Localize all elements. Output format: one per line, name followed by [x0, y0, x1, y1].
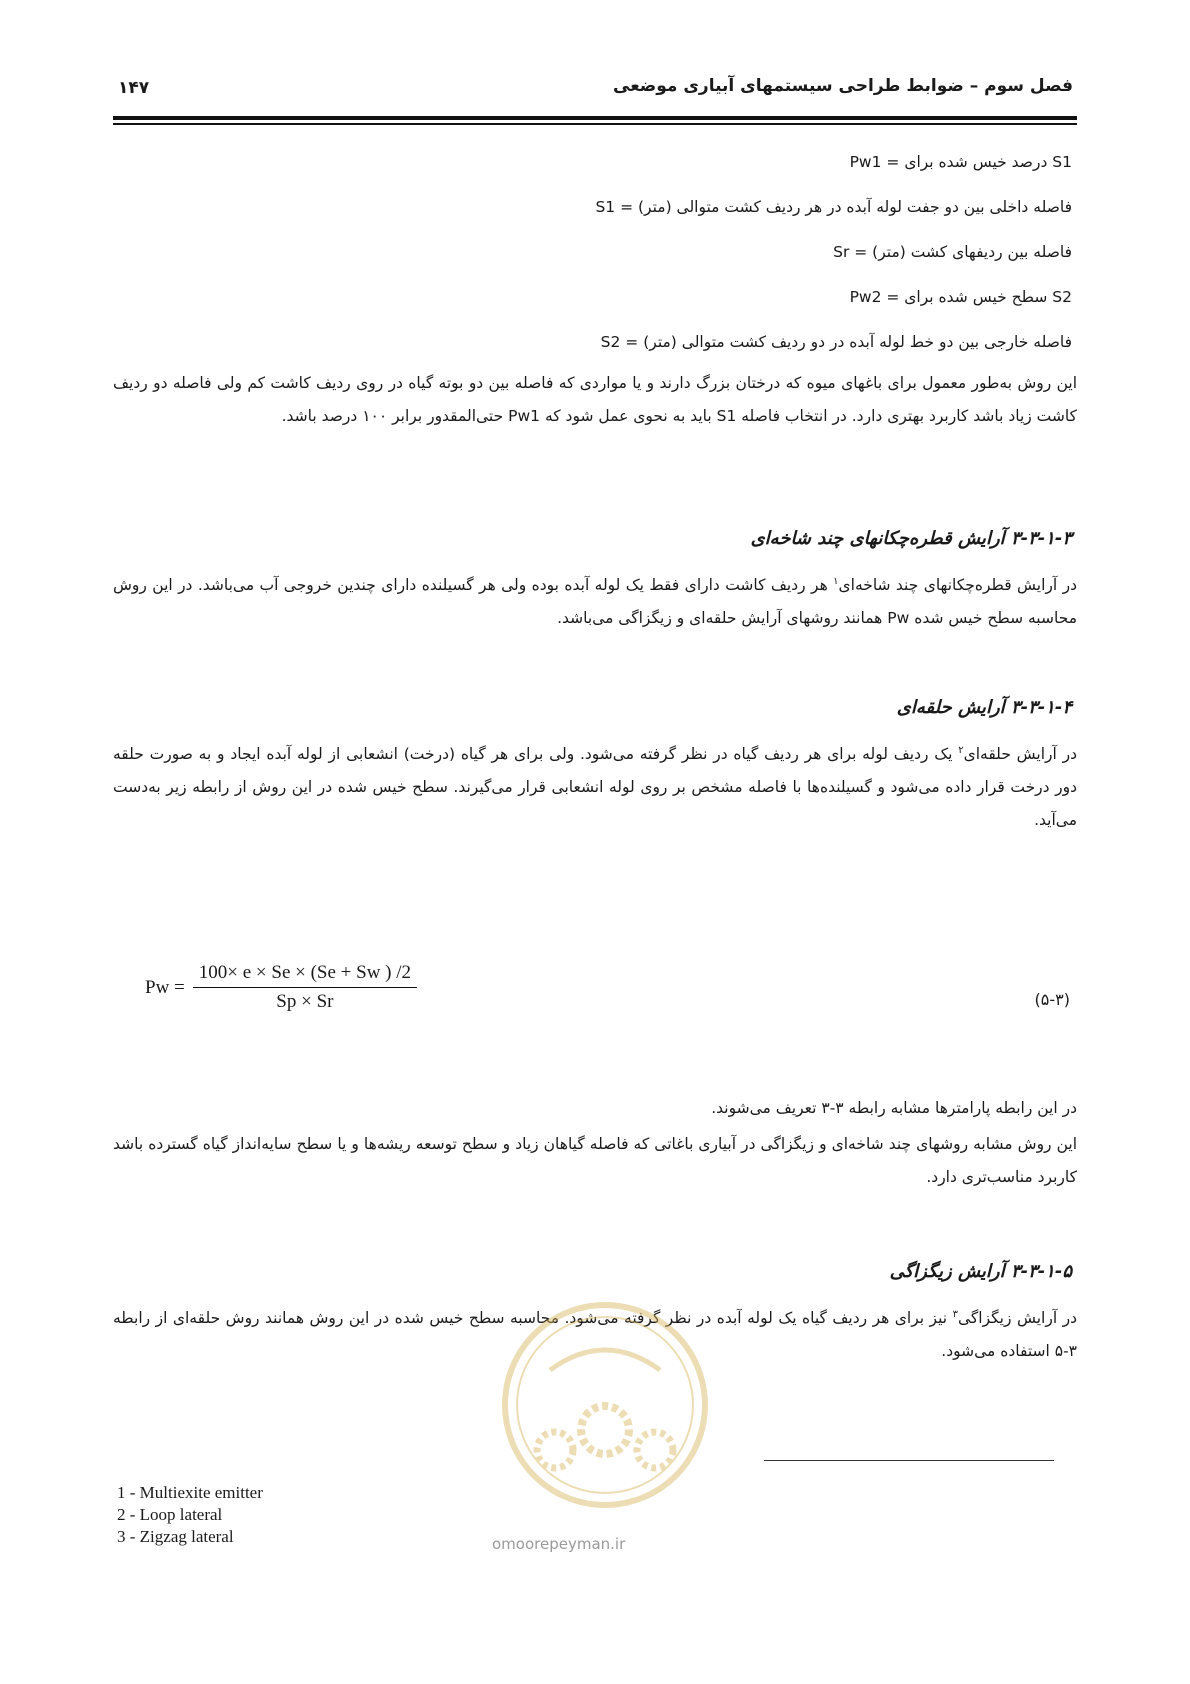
paragraph-2	[113, 1092, 1077, 1125]
watermark-logo	[490, 1290, 720, 1520]
footnote-rule	[764, 1460, 1054, 1461]
formula-denominator: Sp × Sr	[276, 991, 334, 1012]
definition-s2: S2 = فاصله خارجی بین دو خط لوله آبده در دو ردیف کشت متوالی (متر)	[600, 333, 1072, 351]
paragraph-3-text: این روش مشابه روشهای چند شاخه‌ای و زیگزاگی در آبیاری باغاتی که فاصله گیاهان زیاد و سطح توسعه ریشه‌ها و یا سطح سایه‌انداز گیاه گسترده باشد کاربرد مناسب‌تری دارد.	[113, 1135, 1077, 1186]
formula-fraction	[193, 962, 417, 1013]
section-5-text-b: نیز برای هر ردیف گیاه یک لوله آبده در نظر گرفته می‌شود. محاسبه سطح خیس شده در این روش همانند روش حلقه‌ای از رابطه ۳-۵ استفاده می‌شود.	[113, 1309, 1077, 1361]
section-heading-3: ۳-۳-۱-۳ آرایش قطره‌چکانهای چند شاخه‌ای	[750, 528, 1072, 549]
page-number: ۱۴۷	[118, 78, 150, 98]
section-3-text-b: هر ردیف کاشت دارای فقط یک لوله آبده بوده ولی هر گسیلنده دارای چندین خروجی آب می‌باشد. در این روش محاسبه سطح خیس شده Pw همانند روشهای آرایش حلقه‌ای و زیگزاگی می‌باشد.	[113, 576, 1077, 628]
chapter-title: فصل سوم – ضوابط طراحی سیستمهای آبیاری موضعی	[613, 76, 1073, 96]
section-4-body	[113, 734, 1077, 837]
section-5-text-a: در آرایش زیگزاگی	[957, 1309, 1077, 1328]
footnote-2: 2 - Loop lateral	[117, 1505, 223, 1524]
definition-pw1: Pw1 = درصد خیس شده برای S1	[849, 153, 1072, 171]
section-3-text-a: در آرایش قطره‌چکانهای چند شاخه‌ای	[838, 576, 1077, 595]
formula-numerator: 100× e × Se × (Se + Sw ) /2	[193, 962, 417, 988]
paragraph-1-text: این روش به‌طور معمول برای باغهای میوه که درختان بزرگ دارند و یا مواردی که فاصله بین دو بوته گیاه در روی ردیف کاشت کم ولی فاصله دو ردیف کاشت زیاد باشد کاربرد بهتری دارد. در انتخاب فاصله S1 باید به نحوی عمل شود که Pw1 حتی‌المقدور برابر ۱۰۰ درصد باشد.	[113, 374, 1077, 425]
section-4-text-b: یک ردیف لوله برای هر ردیف گیاه در نظر گرفته می‌شود. ولی برای هر گیاه (درخت) انشعابی از لوله آبده ایجاد و به صورت حلقه دور درخت قرار داده می‌شود و گسیلنده‌ها با فاصله مشخص بر روی لوله انشعابی قرار می‌گیرند. سطح خیس شده در این روش از رابطه زیر به‌دست می‌آید.	[113, 745, 1077, 830]
paragraph-3	[113, 1128, 1077, 1194]
section-heading-5: ۳-۳-۱-۵ آرایش زیگزاگی	[889, 1261, 1072, 1282]
footnote-ref-2: ۲	[958, 745, 964, 756]
footnote-3: 3 - Zigzag lateral	[117, 1527, 234, 1546]
watermark-url: omoorepeyman.ir	[492, 1535, 626, 1553]
footnote-1: 1 - Multiexite emitter	[117, 1483, 263, 1502]
header-rule-thick	[113, 116, 1077, 120]
definition-pw2: Pw2 = سطح خیس شده برای S2	[849, 288, 1072, 306]
formula-5-3	[145, 962, 417, 1013]
paragraph-1	[113, 367, 1077, 433]
paragraph-2-text: در این رابطه پارامترها مشابه رابطه ۳-۳ تعریف می‌شوند.	[711, 1099, 1077, 1117]
formula-lhs: Pw =	[145, 976, 185, 998]
footnotes	[117, 1482, 263, 1548]
section-heading-4: ۳-۳-۱-۴ آرایش حلقه‌ای	[896, 697, 1072, 718]
header-rule-thin	[113, 123, 1077, 125]
footnote-ref-1: ۱	[833, 576, 839, 587]
section-4-text-a: در آرایش حلقه‌ای	[963, 745, 1078, 764]
definition-sr: Sr = فاصله بین ردیفهای کشت (متر)	[833, 243, 1072, 261]
definition-s1: S1 = فاصله داخلی بین دو جفت لوله آبده در هر ردیف کشت متوالی (متر)	[595, 198, 1072, 216]
equation-number: (۵-۳)	[1034, 990, 1070, 1009]
footnote-ref-3: ۳	[952, 1309, 958, 1320]
section-3-body	[113, 565, 1077, 635]
